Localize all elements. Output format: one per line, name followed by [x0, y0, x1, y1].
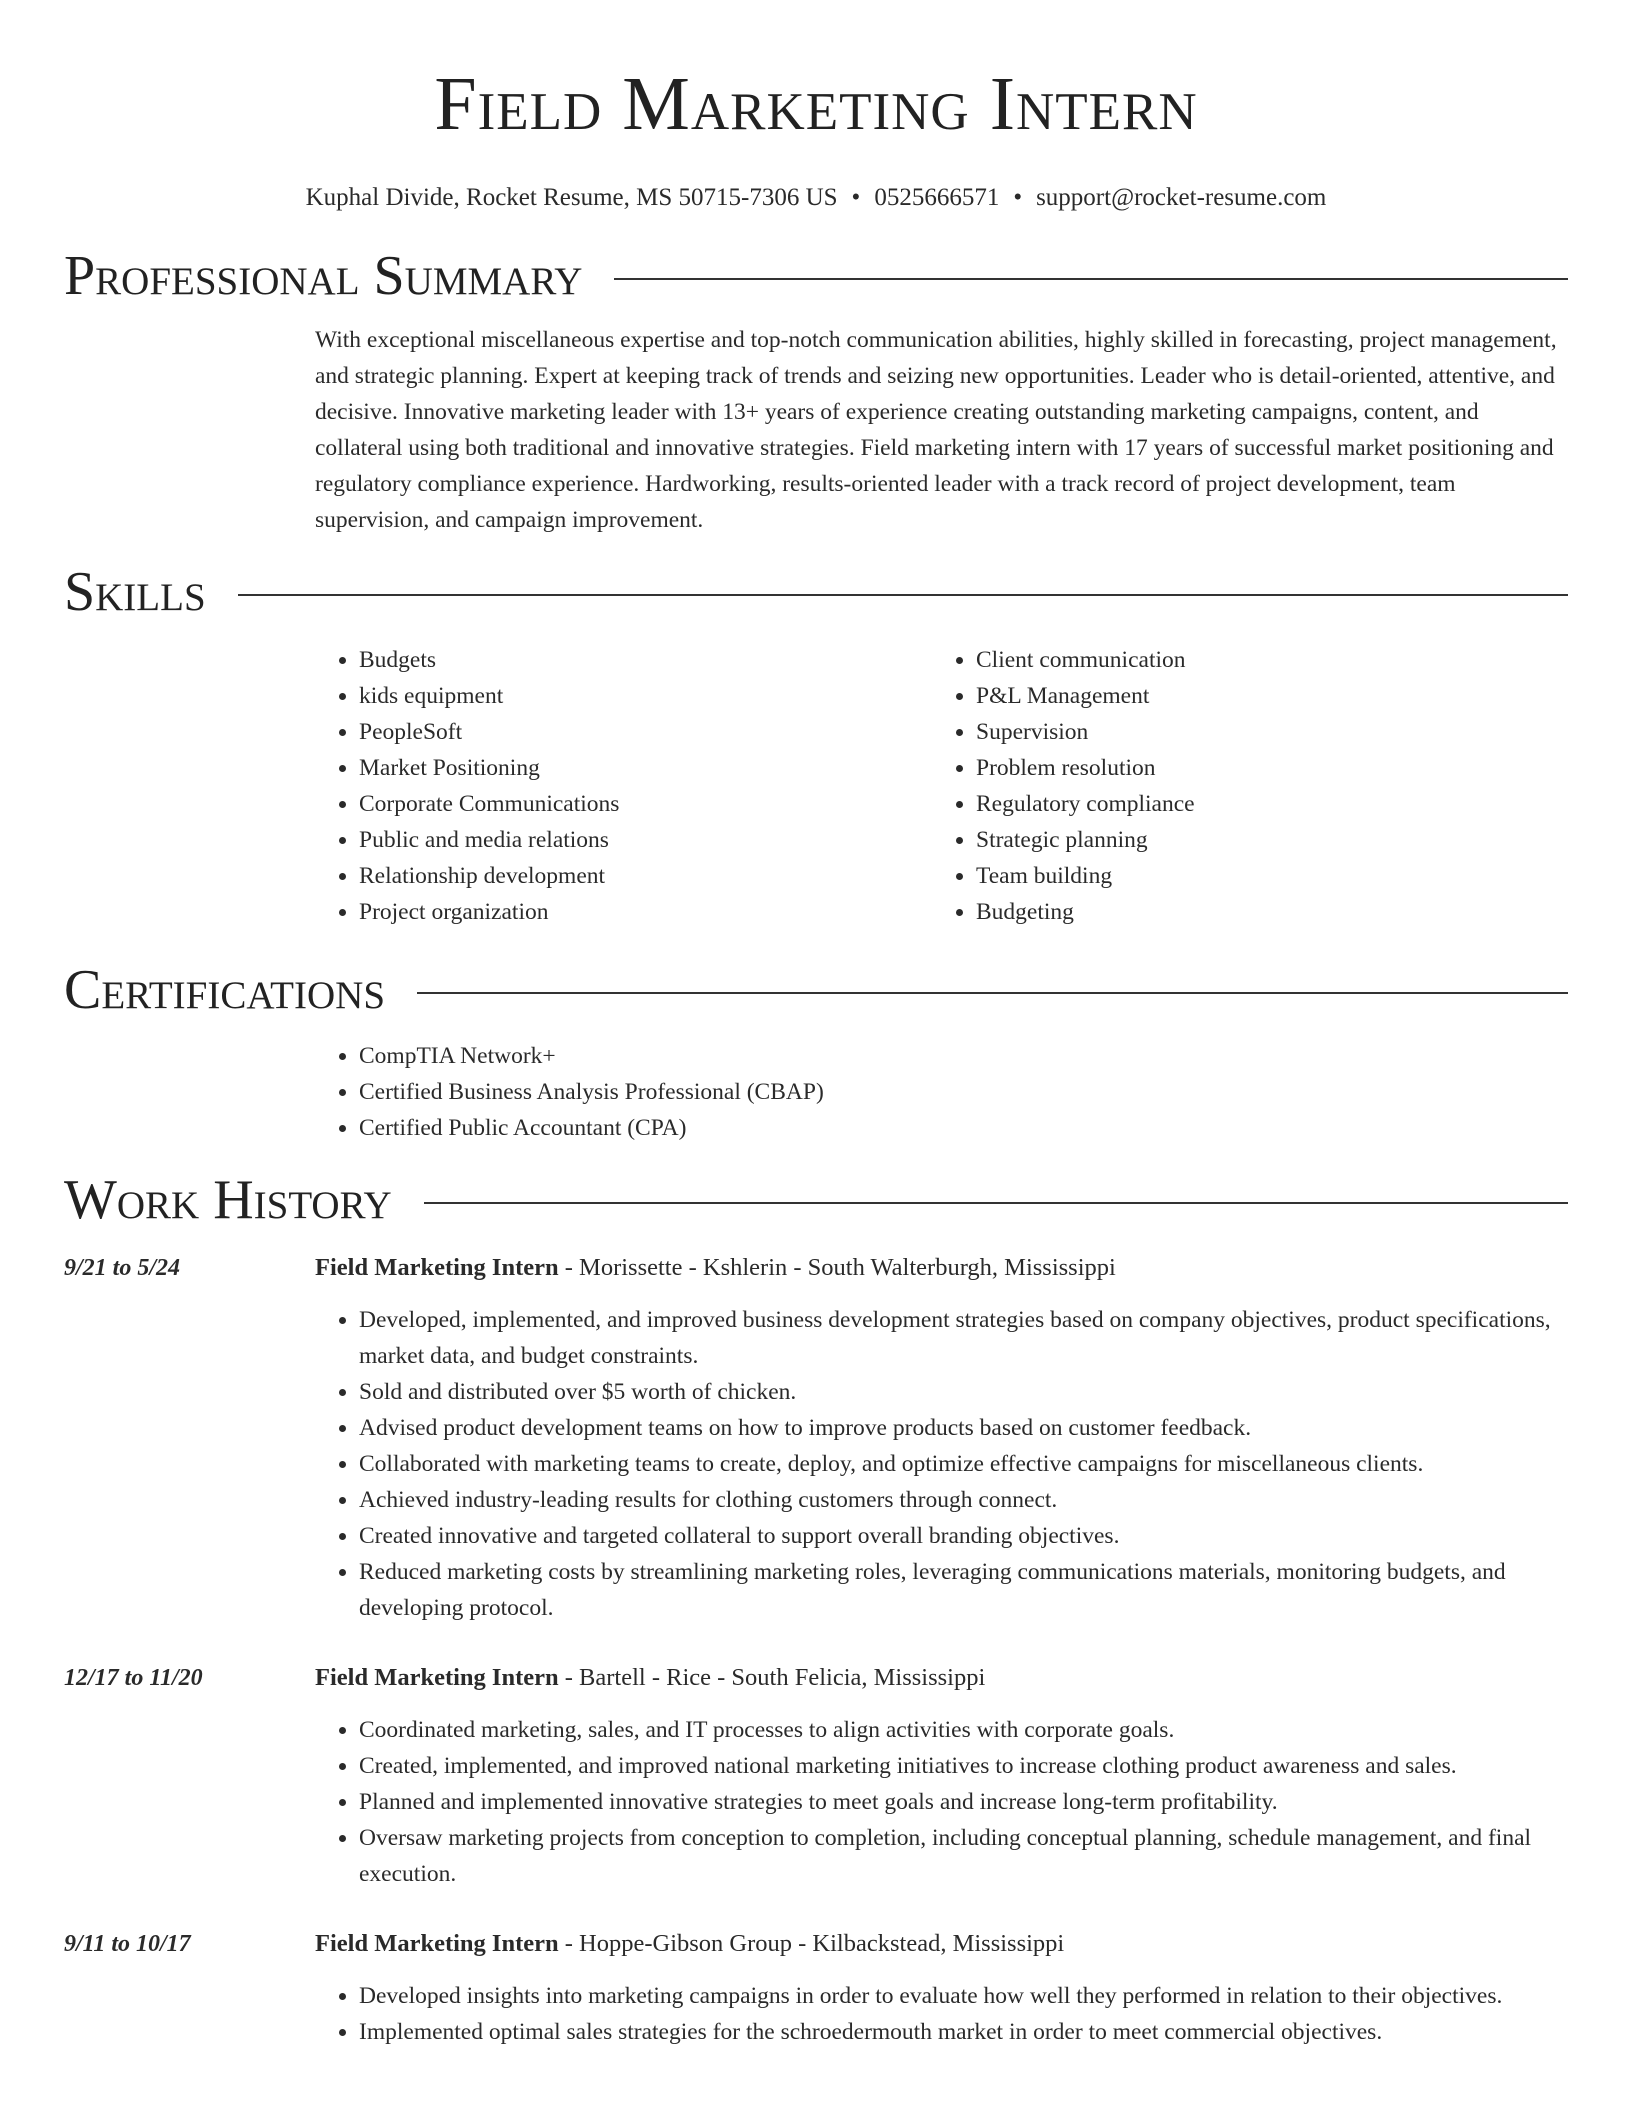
job-bullet: • Coordinated marketing, sales, and IT processes to align activities with corporate goals.	[359, 1712, 1568, 1748]
skill-item: • P&L Management	[976, 678, 1549, 714]
contact-line	[64, 182, 1568, 214]
contact-separator: •	[851, 184, 861, 211]
section-rule	[424, 1202, 1568, 1204]
skill-item: • Relationship development	[359, 858, 932, 894]
job-employer: - Morissette - Kshlerin - South Walterburgh, Mississippi	[558, 1254, 1116, 1281]
job-dates: 12/17 to 11/20	[64, 1665, 203, 1691]
contact-address: Kuphal Divide, Rocket Resume, MS 50715-7306 US	[305, 184, 838, 211]
skills-column-right	[932, 642, 1549, 930]
job-bullets	[315, 1978, 1568, 2050]
section-rule	[238, 594, 1568, 596]
job-entry	[64, 1926, 1568, 2050]
job-bullet: • Sold and distributed over $5 worth of chicken.	[359, 1374, 1568, 1410]
work-history-heading	[64, 1168, 1568, 1232]
section-rule	[417, 992, 1568, 994]
summary-heading-text: Professional Summary	[64, 245, 583, 307]
job-header	[315, 1926, 1568, 1962]
skill-item: • Problem resolution	[976, 750, 1549, 786]
skill-item: • Team building	[976, 858, 1549, 894]
certifications-heading-text: Certifications	[64, 959, 386, 1021]
certifications-list	[315, 1038, 1568, 1146]
job-bullet: • Collaborated with marketing teams to create, deploy, and optimize effective campaigns for miscellaneous clients.	[359, 1446, 1568, 1482]
skill-item: • Client communication	[976, 642, 1549, 678]
job-entry	[64, 1660, 1568, 1892]
job-title: Field Marketing Intern	[315, 1254, 559, 1281]
skill-item: • Public and media relations	[359, 822, 932, 858]
contact-email: support@rocket-resume.com	[1036, 184, 1327, 211]
job-bullets	[315, 1302, 1568, 1626]
job-bullet: • Reduced marketing costs by streamlining marketing roles, leveraging communications materials, monitoring budgets, and developing protocol.	[359, 1554, 1568, 1626]
resume-page	[64, 0, 1568, 2050]
certification-item: • Certified Public Accountant (CPA)	[359, 1110, 1568, 1146]
contact-separator: •	[1013, 184, 1023, 211]
job-bullet: • Achieved industry-leading results for clothing customers through connect.	[359, 1482, 1568, 1518]
certification-item: • CompTIA Network+	[359, 1038, 1568, 1074]
skill-item: • Budgets	[359, 642, 932, 678]
job-bullet: • Planned and implemented innovative strategies to meet goals and increase long-term profitability.	[359, 1784, 1568, 1820]
job-bullet: • Developed, implemented, and improved business development strategies based on company objectives, product specifications, market data, and budget constraints.	[359, 1302, 1568, 1374]
job-bullet: • Created innovative and targeted collateral to support overall branding objectives.	[359, 1518, 1568, 1554]
job-bullet: • Created, implemented, and improved national marketing initiatives to increase clothing product awareness and sales.	[359, 1748, 1568, 1784]
summary-section	[315, 322, 1568, 538]
job-header	[315, 1250, 1568, 1286]
skill-item: • Budgeting	[976, 894, 1549, 930]
skill-item: • PeopleSoft	[359, 714, 932, 750]
summary-text: With exceptional miscellaneous expertise and top-notch communication abilities, highly skilled in forecasting, project management, and strategic planning. Expert at keeping track of trends and seizing new opportunities. Leader who is detail-oriented, attentive, and decisive. Innovative marketing leader with 13+ years of experience creating outstanding marketing campaigns, content, and collateral using both traditional and innovative strategies. Field marketing intern with 17 years of successful market positioning and regulatory compliance experience. Hardworking, results-oriented leader with a track record of project development, team supervision, and campaign improvement.	[315, 327, 1557, 533]
skills-column-left	[315, 642, 932, 930]
skill-item: • Corporate Communications	[359, 786, 932, 822]
job-bullet: • Oversaw marketing projects from conception to completion, including conceptual planning, schedule management, and final execution.	[359, 1820, 1568, 1892]
job-employer: - Hoppe-Gibson Group - Kilbackstead, Mississippi	[558, 1930, 1065, 1957]
skills-heading	[64, 560, 1568, 624]
job-dates: 9/21 to 5/24	[64, 1255, 181, 1281]
job-entry	[64, 1250, 1568, 1626]
certifications-heading	[64, 958, 1568, 1022]
job-content	[315, 1250, 1568, 1626]
job-bullet: • Implemented optimal sales strategies for the schroedermouth market in order to meet commercial objectives.	[359, 2014, 1568, 2050]
skill-item: • Market Positioning	[359, 750, 932, 786]
skills-heading-text: Skills	[64, 561, 206, 623]
job-employer: - Bartell - Rice - South Felicia, Mississippi	[558, 1664, 986, 1691]
skills-list	[315, 642, 1568, 930]
skill-item: • Regulatory compliance	[976, 786, 1549, 822]
resume-name: Field Marketing Intern	[434, 62, 1198, 146]
job-title: Field Marketing Intern	[315, 1664, 559, 1691]
job-header	[315, 1660, 1568, 1696]
job-bullet: • Advised product development teams on how to improve products based on customer feedback.	[359, 1410, 1568, 1446]
contact-phone: 0525666571	[874, 184, 1000, 211]
skill-item: • kids equipment	[359, 678, 932, 714]
job-title: Field Marketing Intern	[315, 1930, 559, 1957]
job-bullet: • Developed insights into marketing campaigns in order to evaluate how well they performed in relation to their objectives.	[359, 1978, 1568, 2014]
job-content	[315, 1660, 1568, 1892]
skill-item: • Supervision	[976, 714, 1549, 750]
job-bullets	[315, 1712, 1568, 1892]
certification-item: • Certified Business Analysis Professional (CBAP)	[359, 1074, 1568, 1110]
summary-heading	[64, 244, 1568, 308]
skill-item: • Strategic planning	[976, 822, 1549, 858]
section-rule	[614, 278, 1568, 280]
work-history-heading-text: Work History	[64, 1169, 392, 1231]
skill-item: • Project organization	[359, 894, 932, 930]
job-dates: 9/11 to 10/17	[64, 1931, 191, 1957]
job-content	[315, 1926, 1568, 2050]
